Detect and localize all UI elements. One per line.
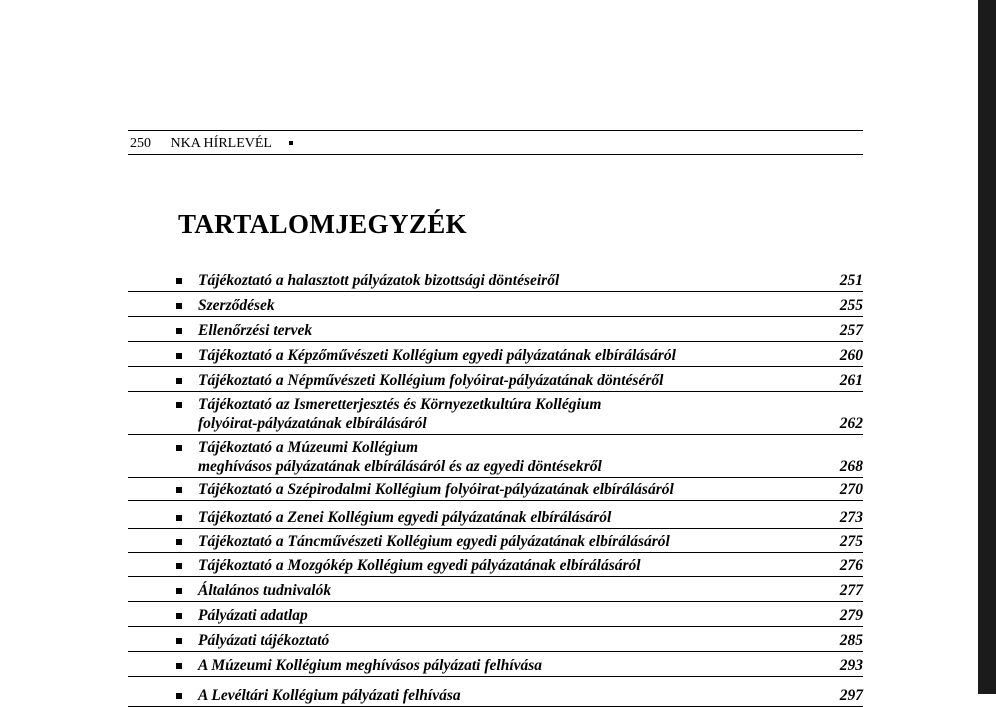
bullet-square-icon <box>176 402 182 408</box>
toc-entry <box>128 602 863 627</box>
toc-entry-page-number: 261 <box>839 372 863 389</box>
bullet-square-icon <box>176 278 182 284</box>
toc-entry-page-number: 255 <box>839 297 863 314</box>
toc-entry-title: Tájékoztató a Mozgókép Kollégium egyedi pályázatának elbírálásáról <box>198 557 641 574</box>
header-rule-top <box>128 130 863 131</box>
bullet-icon <box>289 141 293 145</box>
toc-entry <box>128 652 863 677</box>
toc-entry <box>128 435 863 478</box>
toc-entry-page-number: 257 <box>839 322 863 339</box>
scan-right-edge <box>978 0 996 694</box>
toc-entry-title: A Levéltári Kollégium pályázati felhívása <box>198 687 461 704</box>
toc-entry <box>128 553 863 577</box>
toc-entry-title: folyóirat-pályázatának elbírálásáról <box>198 415 427 432</box>
toc-entry <box>128 677 863 707</box>
toc-entry <box>128 317 863 342</box>
toc-entry <box>128 529 863 553</box>
bullet-square-icon <box>176 328 182 334</box>
toc-entry-title: Tájékoztató a Zenei Kollégium egyedi pályázatának elbírálásáról <box>198 509 612 526</box>
toc-entry-page-number: 285 <box>839 632 863 649</box>
toc-entry-page-number: 275 <box>839 533 863 550</box>
toc-entry-title: Ellenőrzési tervek <box>198 322 313 339</box>
toc-entry <box>128 392 863 435</box>
toc-entry <box>128 478 863 501</box>
toc-entry-title: Tájékoztató a Táncművészeti Kollégium egyedi pályázatának elbírálásáról <box>198 533 670 550</box>
toc-entry-title: Tájékoztató a Népművészeti Kollégium folyóirat-pályázatának döntéséről <box>198 372 664 389</box>
bullet-square-icon <box>176 663 182 669</box>
toc-entry-title: Tájékoztató az Ismeretterjesztés és Környezetkultúra Kollégium <box>198 396 602 413</box>
toc-entry-page-number: 297 <box>839 687 863 704</box>
toc-entry-page-number: 276 <box>839 557 863 574</box>
toc-entry-title: Tájékoztató a halasztott pályázatok bizottsági döntéseiről <box>198 272 560 289</box>
bullet-square-icon <box>176 515 182 521</box>
toc-entry-title: Tájékoztató a Képzőművészeti Kollégium egyedi pályázatának elbírálásáról <box>198 347 676 364</box>
toc-entry-page-number: 279 <box>839 607 863 624</box>
running-head <box>130 136 293 152</box>
toc-entry-page-number: 273 <box>839 509 863 526</box>
bullet-square-icon <box>176 638 182 644</box>
toc-entry <box>128 577 863 602</box>
bullet-square-icon <box>176 303 182 309</box>
toc-entry-title: Szerződések <box>198 297 275 314</box>
toc-entry <box>128 342 863 367</box>
publication-name: NKA HÍRLEVÉL <box>170 136 272 151</box>
toc-entry-page-number: 262 <box>839 415 863 432</box>
bullet-square-icon <box>176 353 182 359</box>
header-rule-bottom <box>128 154 863 155</box>
bullet-square-icon <box>176 613 182 619</box>
table-of-contents <box>128 270 863 707</box>
toc-entry <box>128 292 863 317</box>
toc-entry-title: Tájékoztató a Múzeumi Kollégium <box>198 439 419 456</box>
toc-entry-page-number: 277 <box>839 582 863 599</box>
toc-entry-page-number: 260 <box>839 347 863 364</box>
bullet-square-icon <box>176 445 182 451</box>
toc-entry <box>128 367 863 392</box>
bullet-square-icon <box>176 378 182 384</box>
toc-entry-title: Pályázati tájékoztató <box>198 632 330 649</box>
toc-entry-page-number: 270 <box>839 481 863 498</box>
toc-entry-title: A Múzeumi Kollégium meghívásos pályázati felhívása <box>198 657 543 674</box>
toc-entry <box>128 627 863 652</box>
toc-entry-page-number: 268 <box>839 458 863 475</box>
bullet-square-icon <box>176 563 182 569</box>
toc-entry-page-number: 251 <box>839 272 863 289</box>
bullet-square-icon <box>176 487 182 493</box>
page-number: 250 <box>130 136 151 151</box>
toc-entry-title: Tájékoztató a Szépirodalmi Kollégium folyóirat-pályázatának elbírálásáról <box>198 481 674 498</box>
toc-entry-title: meghívásos pályázatának elbírálásáról és az egyedi döntésekről <box>198 458 602 475</box>
toc-entry <box>128 270 863 292</box>
toc-entry-title: Általános tudnivalók <box>198 582 332 599</box>
bullet-square-icon <box>176 539 182 545</box>
toc-entry <box>128 501 863 529</box>
toc-title: TARTALOMJEGYZÉK <box>178 209 468 239</box>
bullet-square-icon <box>176 588 182 594</box>
toc-entry-page-number: 293 <box>839 657 863 674</box>
toc-entry-title: Pályázati adatlap <box>198 607 308 624</box>
